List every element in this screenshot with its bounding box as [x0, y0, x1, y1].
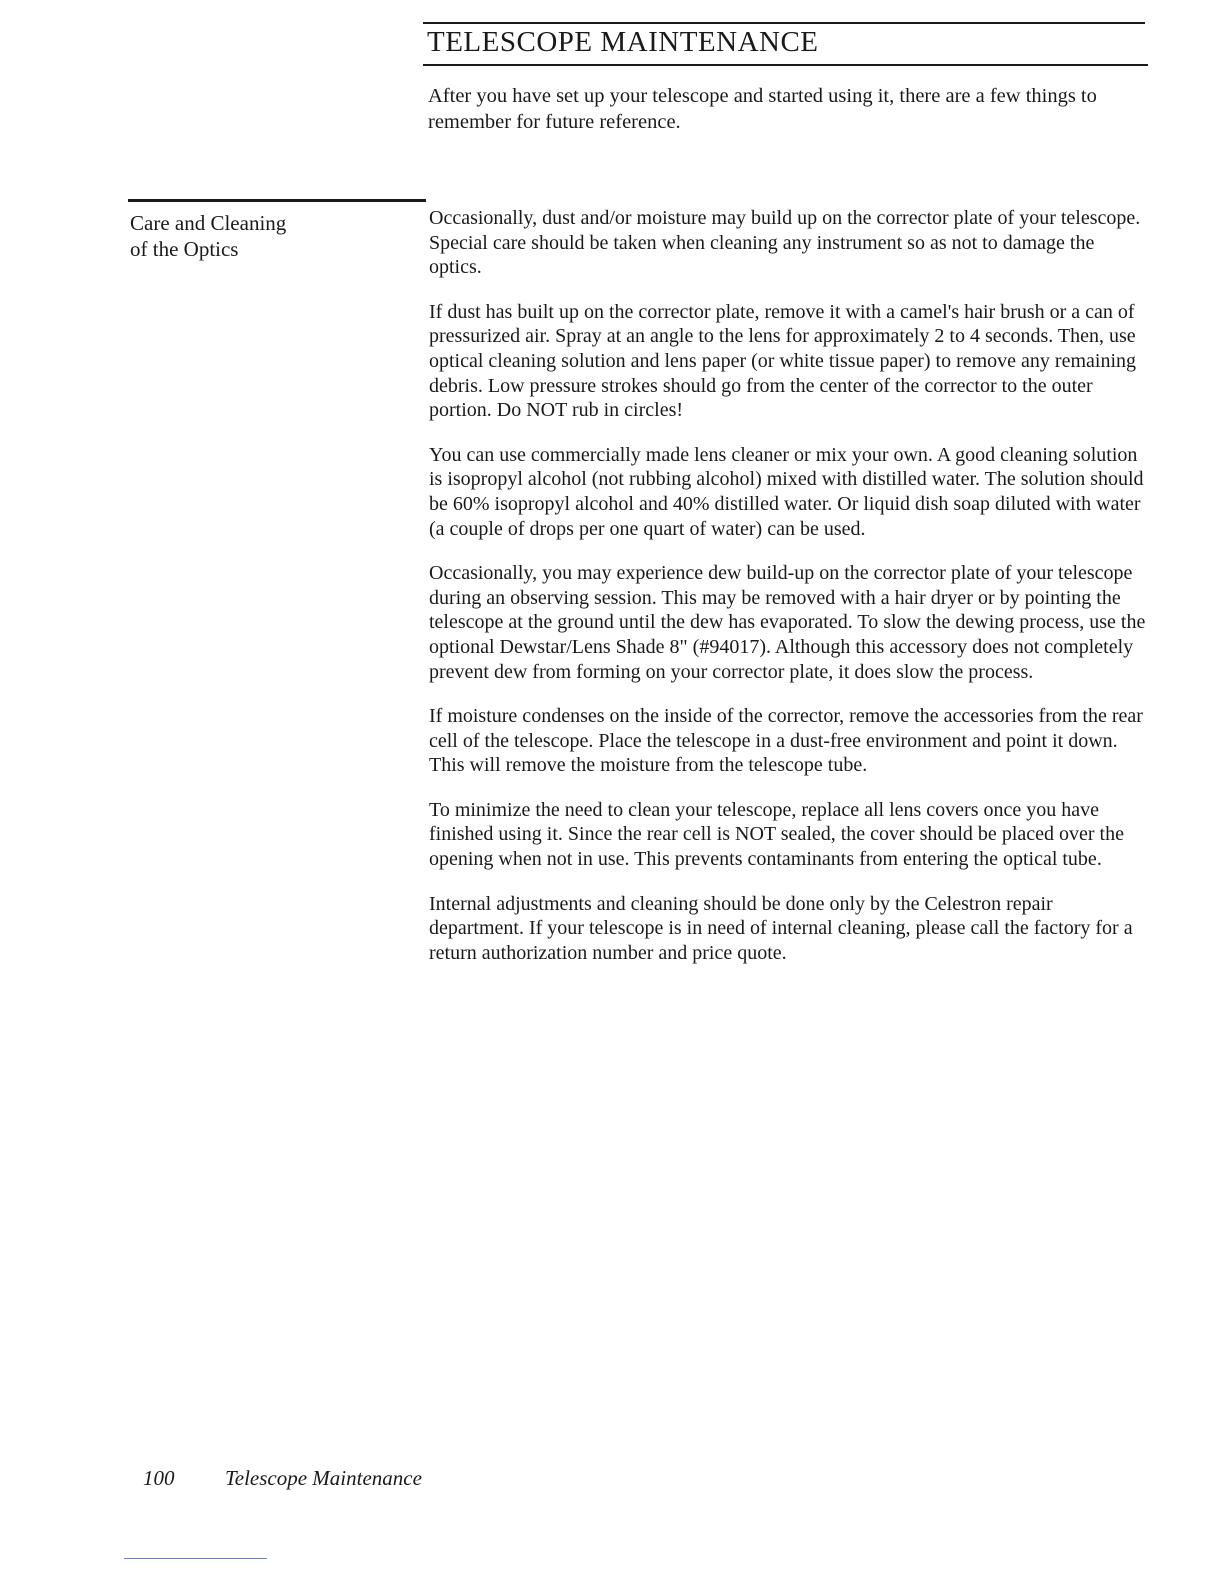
paragraph: You can use commercially made lens cleaner or mix your own. A good cleaning solution is isopropyl alcohol (not rubbing alcohol) mixed with distilled water. The solution should be 60% isopropyl alcohol and 40% distilled water. Or liquid dish soap diluted with water (a couple of drops per one quart of water) can be used.: [429, 443, 1144, 540]
paragraph: To minimize the need to clean your telescope, replace all lens covers once you have finished using it. Since the rear cell is NOT sealed, the cover should be placed over the opening when not in use. This prevents contaminants from entering the optical tube.: [429, 798, 1124, 871]
paragraph: Occasionally, dust and/or moisture may build up on the corrector plate of your telescope. Special care should be taken when cleaning any instrument so as not to damage the optics.: [429, 207, 1141, 279]
section-body: [429, 206, 1151, 985]
paragraph: If dust has built up on the corrector plate, remove it with a camel's hair brush or a can of pressurized air. Spray at an angle to the lens for approximately 2 to 4 seconds. Then, use optical cleaning solution and lens paper (or white tissue paper) to remove any remaining debris. Low pressure strokes should go from the center of the corrector to the outer portion. Do NOT rub in circles!: [429, 300, 1137, 422]
footer-section-title: Telescope Maintenance: [225, 1466, 422, 1490]
section-rule: [128, 199, 426, 202]
bottom-divider: [124, 1558, 267, 1559]
title-rule: [423, 64, 1148, 66]
paragraph: If moisture condenses on the inside of the corrector, remove the accessories from the rear cell of the telescope. Place the telescope in a dust-free environment and point it down. This will remove the moisture from the telescope tube.: [429, 705, 1143, 777]
top-rule: [423, 22, 1145, 24]
section-heading-line2: of the Optics: [130, 237, 239, 261]
intro-paragraph: After you have set up your telescope and started using it, there are a few things to remember for future reference.: [428, 85, 1097, 133]
section-heading: [130, 210, 400, 262]
section-heading-line1: Care and Cleaning: [130, 211, 287, 235]
paragraph: Internal adjustments and cleaning should be done only by the Celestron repair department. If your telescope is in need of internal cleaning, please call the factory for a return authorization number and price quote.: [429, 892, 1133, 964]
page-title: TELESCOPE MAINTENANCE: [427, 26, 819, 58]
page-number: 100: [143, 1466, 175, 1490]
paragraph: Occasionally, you may experience dew build-up on the corrector plate of your telescope during an observing session. This may be removed with a hair dryer or by pointing the telescope at the ground until the dew has evaporated. To slow the dewing process, use the optional Dewstar/Lens Shade 8" (#94017). Although this accessory does not completely prevent dew from forming on your corrector plate, it does slow the process.: [429, 562, 1146, 683]
